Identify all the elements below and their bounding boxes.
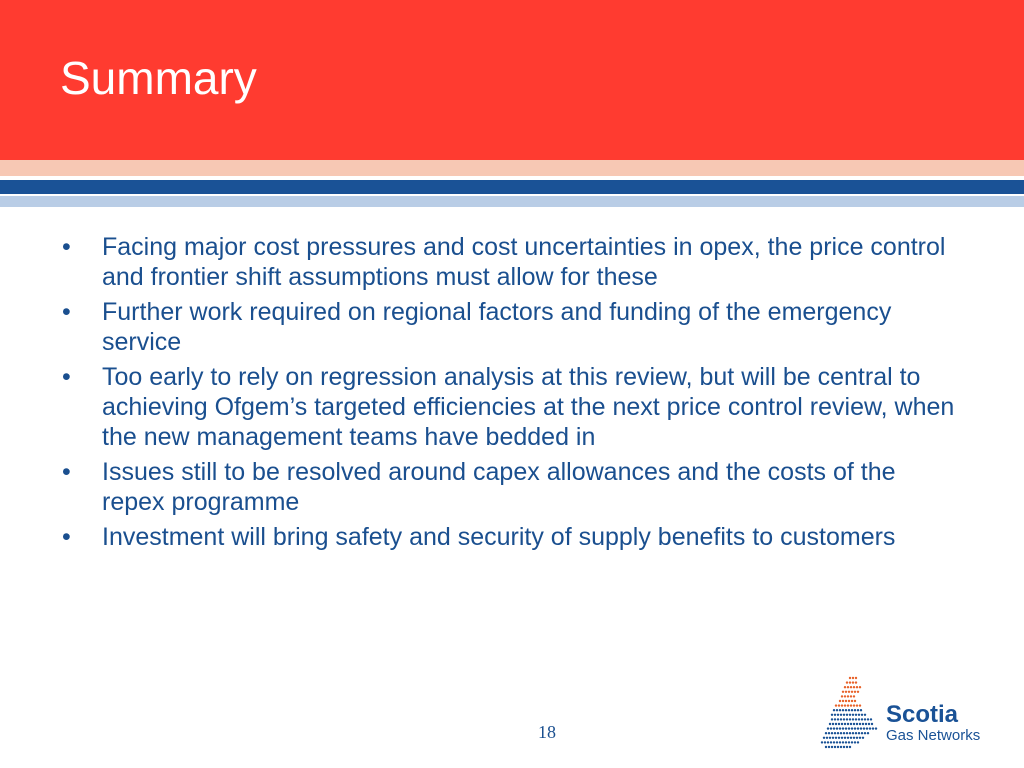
bullet-text: Facing major cost pressures and cost uncertainties in opex, the price control and frontier shift assumptions must allow for these: [102, 233, 946, 291]
divider-stripe-blue: [0, 180, 1024, 194]
slide-title: Summary: [60, 52, 257, 104]
logo-text: [886, 703, 980, 745]
logo-name: Scotia: [886, 701, 959, 728]
divider-stripe-peach: [0, 160, 1024, 176]
bullet-text: Investment will bring safety and security of supply benefits to customers: [102, 523, 896, 551]
bullet-item: [62, 232, 962, 292]
bullet-marker: •: [62, 523, 71, 551]
logo-subtitle: Gas Networks: [886, 727, 981, 744]
bullet-text: Further work required on regional factors and funding of the emergency service: [102, 298, 892, 356]
bullet-item: [62, 522, 962, 552]
bullet-marker: •: [62, 363, 71, 391]
bullet-text: Too early to rely on regression analysis at this review, but will be central to achieving Ofgem’s targeted efficiencies at the next price control review, when the new management teams have bedded in: [102, 363, 955, 451]
bullet-list: [62, 232, 962, 557]
bullet-item: [62, 362, 962, 452]
title-banner: [0, 0, 1024, 160]
bullet-marker: •: [62, 298, 71, 326]
divider-stripe-light: [0, 196, 1024, 207]
bullet-item: [62, 457, 962, 517]
bullet-marker: •: [62, 233, 71, 261]
bullet-text: Issues still to be resolved around capex allowances and the costs of the repex programme: [102, 458, 896, 516]
page-number: 18: [538, 722, 556, 742]
bullet-item: [62, 297, 962, 357]
bullet-marker: •: [62, 458, 71, 486]
